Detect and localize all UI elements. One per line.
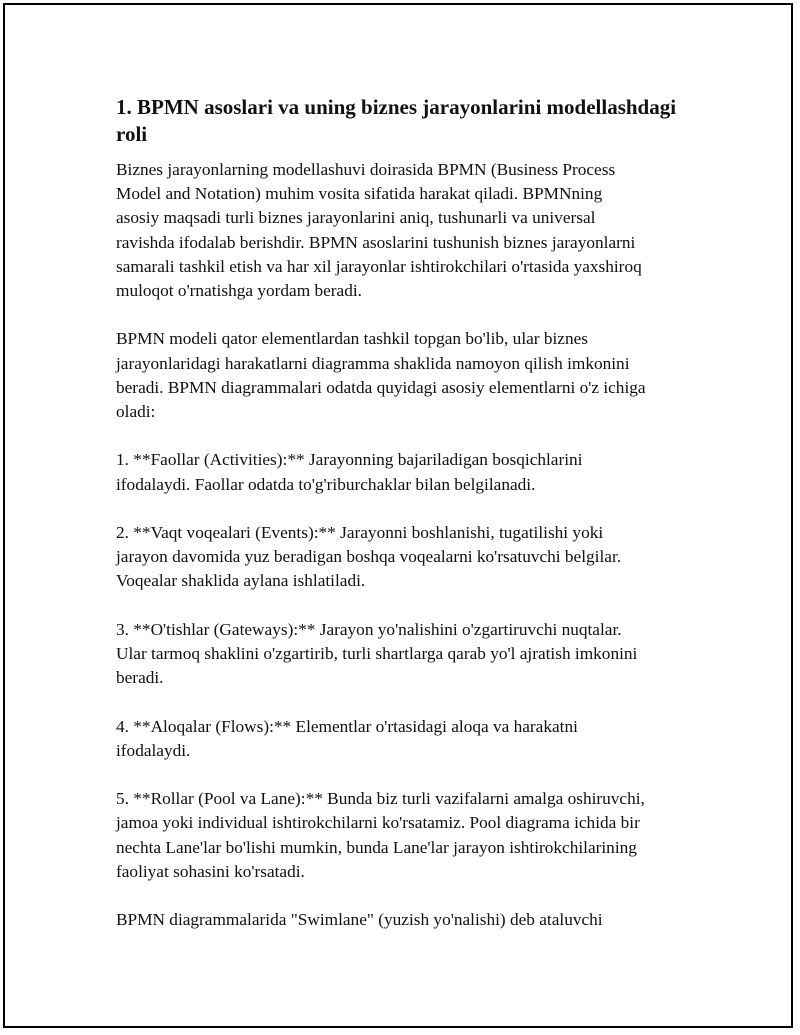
- list-item-activities: 1. **Faollar (Activities):** Jarayonning bajariladigan bosqichlarini ifodalaydi. Faollar odatda to'g'riburchaklar bilan belgilanadi.: [116, 450, 583, 494]
- list-item-gateways: 3. **O'tishlar (Gateways):** Jarayon yo'nalishini o'zgartiruvchi nuqtalar. Ular tarmoq shaklini o'zgartirib, turli shartlarga qarab yo'l ajratish imkonini beradi.: [116, 619, 638, 688]
- list-item-flows: 4. **Aloqalar (Flows):** Elementlar o'rtasidagi aloqa va harakatni ifodalaydi.: [116, 716, 578, 760]
- paragraph-elements: BPMN modeli qator elementlardan tashkil topgan bo'lib, ular biznes jarayonlaridagi harakatlarni diagramma shaklida namoyon qilish imkonini beradi. BPMN diagrammalari odatda quyidagi asosiy elementlarni o'z ichiga oladi:: [116, 329, 646, 422]
- list-item-events: 2. **Vaqt voqealari (Events):** Jarayonni boshlanishi, tugatilishi yoki jarayon davomida yuz beradigan boshqa voqealarni ko'rsatuvchi belgilar. Voqealar shaklida aylana ishlatiladi.: [116, 523, 622, 591]
- document-body: [116, 94, 696, 957]
- paragraph-swimlane: BPMN diagrammalarida "Swimlane" (yuzish yo'nalishi) deb ataluvchi: [116, 910, 603, 930]
- paragraph-intro: Biznes jarayonlarning modellashuvi doirasida BPMN (Business Process Model and Notation) muhim vosita sifatida harakat qiladi. BPMNning asosiy maqsadi turli biznes jarayonlarini aniq, tushunarli va universal ravishda ifodalab berishdir. BPMN asoslarini tushunish biznes jarayonlarni samarali tashkil etish va har xil jarayonlar ishtirokchilari o'rtasida yaxshiroq muloqot o'rnatishga yordam beradi.: [116, 160, 642, 301]
- section-heading: 1. BPMN asoslari va uning biznes jarayonlarini modellashdagi roli: [116, 95, 677, 146]
- list-item-roles: 5. **Rollar (Pool va Lane):** Bunda biz turli vazifalarni amalga oshiruvchi, jamoa yoki individual ishtirokchilarni ko'rsatamiz. Pool diagrama ichida bir nechta Lane'lar bo'lishi mumkin, bunda Lane'lar jarayon ishtirokchilarining faoliyat sohasini ko'rsatadi.: [116, 789, 645, 881]
